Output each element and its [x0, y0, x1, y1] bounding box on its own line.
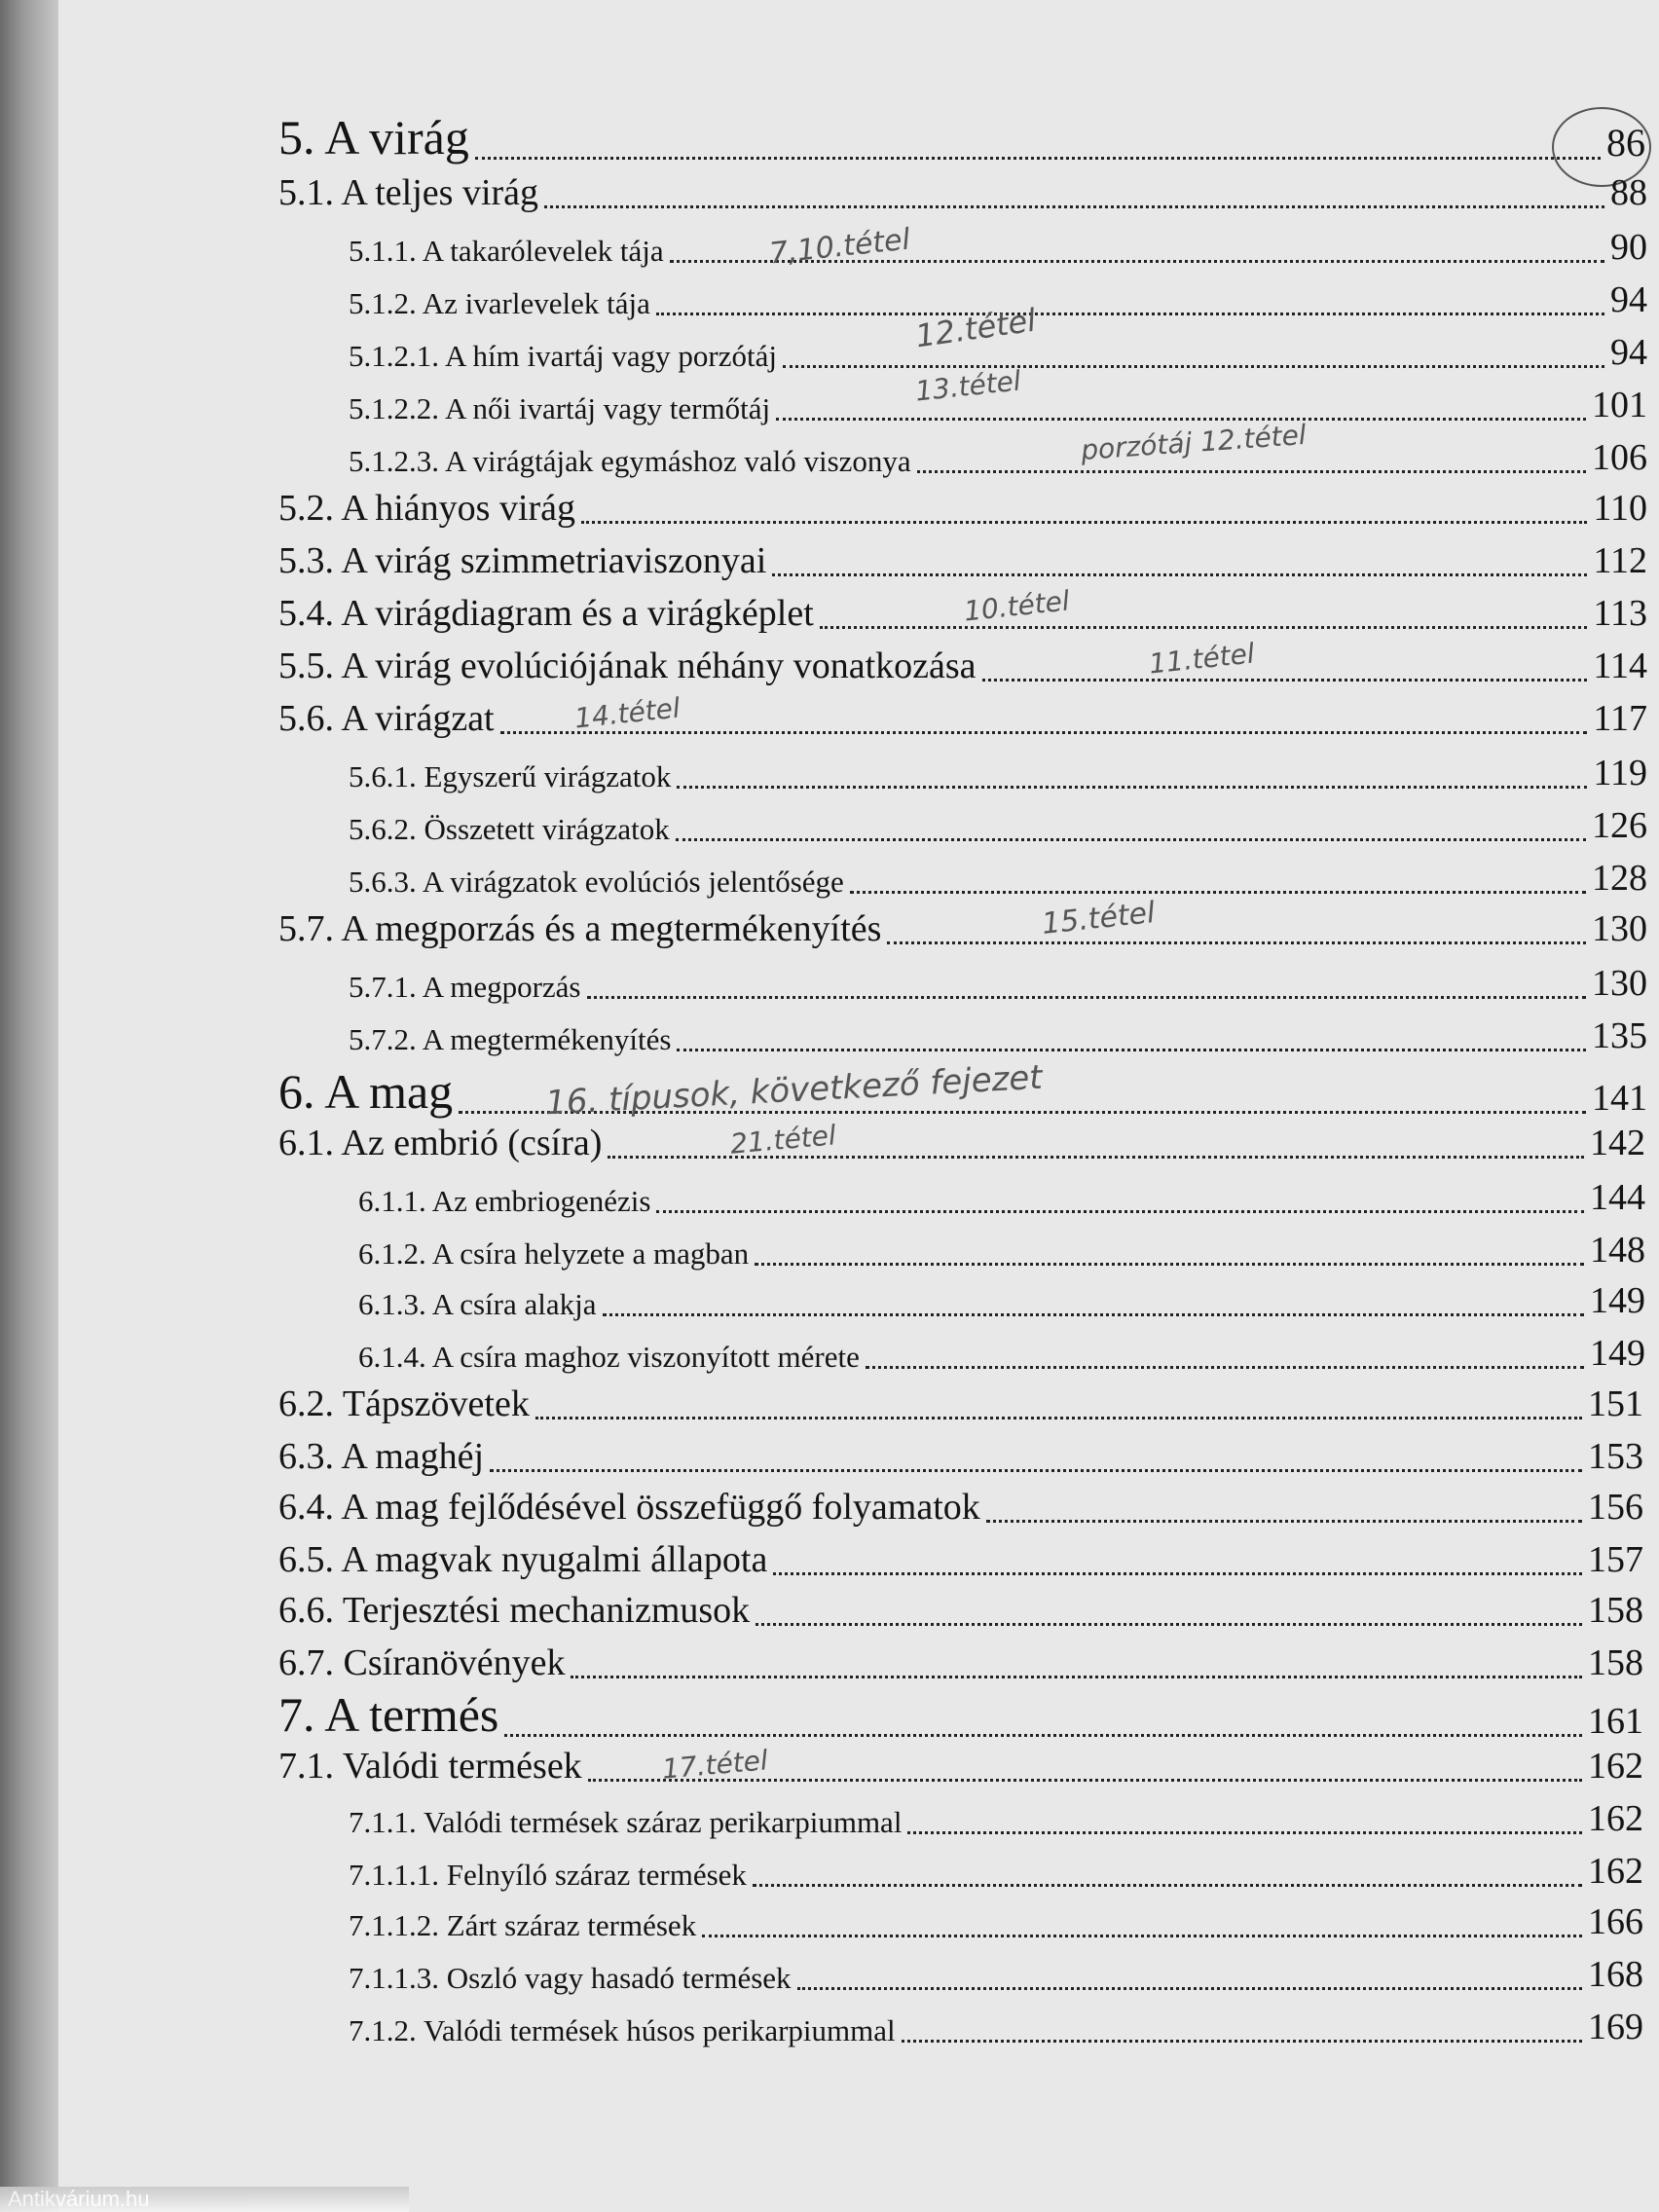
toc-entry — [278, 1745, 1643, 1788]
dot-leader — [887, 941, 1586, 944]
toc-entry-page: 110 — [1593, 488, 1647, 529]
toc-entry-page: 156 — [1588, 1487, 1643, 1528]
dot-leader — [702, 1935, 1582, 1937]
dot-leader — [866, 1366, 1584, 1369]
toc-entry-page: 153 — [1588, 1436, 1643, 1477]
toc-entry-label: 6.1.3. A csíra alakja — [358, 1287, 597, 1321]
handwritten-note: porzótáj 12.tétel — [1080, 418, 1308, 467]
dot-leader — [986, 1520, 1582, 1523]
toc-entry-label: 6.5. A magvak nyugalmi állapota — [278, 1539, 768, 1580]
toc-entry-page: 112 — [1593, 540, 1647, 581]
dot-leader — [756, 1623, 1582, 1626]
toc-entry-label: 5.1.2.3. A virágtájak egymáshoz való viszonya — [349, 444, 911, 478]
toc-entry — [358, 1332, 1645, 1375]
toc-entry-label: 7.1.2. Valódi termések húsos perikarpiummal — [349, 2013, 896, 2047]
toc-entry-page: 130 — [1592, 963, 1647, 1004]
toc-entry-page: 166 — [1588, 1901, 1643, 1942]
dot-leader — [504, 1734, 1582, 1737]
dot-leader — [587, 996, 1587, 999]
toc-entry-label: 5.1.2.2. A női ivartáj vagy termőtáj — [349, 391, 771, 425]
toc-entry-page: 149 — [1590, 1333, 1645, 1374]
toc-entry — [278, 1538, 1643, 1581]
toc-entry-label: 7.1.1.2. Zárt száraz termések — [349, 1908, 697, 1942]
book-spine-shadow — [0, 0, 58, 2212]
dot-leader — [656, 1210, 1584, 1213]
toc-entry — [278, 539, 1647, 582]
toc-entry — [278, 1589, 1643, 1632]
toc-entry-label: 6. A mag — [278, 1064, 454, 1119]
toc-entry-page: 113 — [1593, 593, 1647, 634]
toc-entry — [278, 1686, 1643, 1743]
toc-entry-label: 6.1.1. Az embriogenézis — [358, 1184, 651, 1218]
toc-entry-page: 94 — [1610, 279, 1647, 320]
handwritten-note: 7,10.tétel — [767, 222, 912, 272]
toc-entry — [349, 804, 1647, 847]
dot-leader — [797, 1987, 1582, 1990]
toc-entry — [349, 1850, 1643, 1893]
handwritten-note: 14.tétel — [572, 691, 682, 735]
toc-entry-label: 5.7.2. A megtermékenyítés — [349, 1022, 672, 1056]
toc-entry — [358, 1176, 1645, 1219]
dot-leader — [475, 157, 1601, 160]
dot-leader — [783, 365, 1604, 368]
toc-entry-label: 5.7.1. A megporzás — [349, 970, 581, 1004]
dot-leader — [535, 1417, 1582, 1419]
toc-entry-label: 6.7. Csíranövények — [278, 1642, 566, 1683]
toc-entry — [349, 752, 1647, 794]
watermark — [0, 2187, 409, 2212]
handwritten-note: 16. típusok, következő fejezet — [544, 1057, 1044, 1124]
toc-entry-page: 141 — [1592, 1078, 1647, 1119]
toc-entry — [278, 907, 1647, 950]
toc-entry-label: 5.6.3. A virágzatok evolúciós jelentősége — [349, 865, 844, 899]
toc-entry — [349, 962, 1647, 1005]
toc-entry-label: 5.7. A megporzás és a megtermékenyítés — [278, 908, 882, 949]
toc-entry — [349, 1900, 1643, 1943]
dot-leader — [656, 313, 1604, 315]
toc-entry-page: 162 — [1588, 1798, 1643, 1839]
toc-entry — [278, 171, 1647, 214]
toc-entry-label: 5. A virág — [278, 110, 469, 165]
toc-entry-page: 135 — [1592, 1015, 1647, 1056]
toc-entry — [358, 1229, 1645, 1272]
dot-leader — [902, 2040, 1582, 2043]
book-page — [58, 0, 1659, 2212]
toc-entry — [349, 1953, 1643, 1996]
toc-entry-label: 7.1.1.1. Felnyíló száraz termések — [349, 1858, 747, 1892]
toc-entry-page: 142 — [1590, 1123, 1645, 1163]
toc-entry-label: 5.4. A virágdiagram és a virágképlet — [278, 593, 814, 634]
toc-entry — [349, 226, 1647, 269]
toc-entry-page: 148 — [1590, 1230, 1645, 1271]
dot-leader — [850, 891, 1586, 894]
dot-leader — [755, 1263, 1584, 1266]
toc-entry — [278, 1486, 1643, 1529]
dot-leader — [603, 1313, 1585, 1316]
dot-leader — [907, 1831, 1582, 1834]
toc-entry-page: 117 — [1593, 698, 1647, 739]
toc-entry-page: 130 — [1592, 908, 1647, 949]
handwritten-note: 10.tétel — [962, 584, 1072, 628]
toc-entry-label: 6.1.4. A csíra maghoz viszonyított mérete — [358, 1340, 860, 1374]
toc-entry-label: 7. A termés — [278, 1687, 499, 1742]
toc-entry-page: 158 — [1588, 1590, 1643, 1631]
dot-leader — [677, 1049, 1586, 1051]
toc-entry — [349, 1014, 1647, 1057]
toc-entry — [349, 1797, 1643, 1840]
toc-entry-page: 162 — [1588, 1851, 1643, 1892]
toc-entry — [278, 1435, 1643, 1478]
toc-entry-page: 119 — [1593, 753, 1647, 793]
toc-entry-page: 86 — [1606, 121, 1645, 165]
handwritten-note: 17.tétel — [660, 1744, 769, 1786]
toc-entry-page: 101 — [1592, 385, 1647, 425]
toc-entry-label: 5.1. A teljes virág — [278, 172, 539, 213]
handwritten-note: 13.tétel — [913, 364, 1023, 408]
toc-entry-label: 5.6.2. Összetett virágzatok — [349, 812, 670, 846]
toc-entry — [278, 1122, 1645, 1164]
dot-leader — [753, 1884, 1582, 1887]
toc-entry-page: 161 — [1588, 1701, 1643, 1742]
toc-entry — [278, 645, 1647, 687]
handwritten-note: 21.tétel — [728, 1119, 837, 1161]
toc-entry-label: 7.1.1.3. Oszló vagy hasadó termések — [349, 1961, 792, 1995]
toc-entry-page: 128 — [1592, 858, 1647, 899]
toc-entry-label: 6.1. Az embrió (csíra) — [278, 1123, 603, 1163]
toc-entry-label: 5.1.1. A takarólevelek tája — [349, 234, 664, 268]
dot-leader — [571, 1676, 1582, 1678]
toc-entry-page: 149 — [1590, 1280, 1645, 1321]
toc-entry-label: 5.6. A virágzat — [278, 698, 495, 739]
handwritten-note: 12.tétel — [912, 301, 1039, 355]
toc-entry-label: 5.6.1. Egyszerű virágzatok — [349, 759, 672, 793]
handwritten-note: 11.tétel — [1147, 637, 1257, 681]
toc-entry-page: 168 — [1588, 1954, 1643, 1995]
toc-entry — [278, 1641, 1643, 1684]
toc-entry — [349, 857, 1647, 900]
dot-leader — [588, 1779, 1582, 1782]
toc-entry-page: 158 — [1588, 1642, 1643, 1683]
toc-entry-label: 6.4. A mag fejlődésével összefüggő folyamatok — [278, 1487, 980, 1528]
dot-leader — [776, 418, 1586, 421]
toc-entry-label: 6.6. Terjesztési mechanizmusok — [278, 1590, 751, 1631]
toc-entry-page: 151 — [1588, 1383, 1643, 1424]
toc-entry-label: 5.5. A virág evolúciójának néhány vonatkozása — [278, 645, 977, 686]
toc-entry-page: 169 — [1588, 2007, 1643, 2047]
toc-entry-label: 5.3. A virág szimmetriaviszonyai — [278, 540, 767, 581]
handwritten-note: 15.tétel — [1040, 896, 1157, 941]
toc-entry-label: 5.1.2.1. A hím ivartáj vagy porzótáj — [349, 339, 777, 373]
toc-entry-page: 126 — [1592, 805, 1647, 846]
toc-entry-label: 5.2. A hiányos virág — [278, 488, 576, 529]
dot-leader — [773, 1572, 1582, 1575]
dot-leader — [544, 205, 1604, 208]
dot-leader — [677, 786, 1587, 789]
dot-leader — [500, 731, 1588, 734]
toc-entry-page: 114 — [1593, 645, 1647, 686]
toc-entry-page: 144 — [1590, 1177, 1645, 1218]
dot-leader — [982, 679, 1588, 682]
toc-entry — [278, 487, 1647, 530]
watermark-text: Antikvárium.hu — [8, 2187, 150, 2211]
dot-leader — [917, 470, 1586, 473]
toc-entry-page: 157 — [1588, 1539, 1643, 1580]
dot-leader — [490, 1469, 1582, 1472]
toc-entry-label: 5.1.2. Az ivarlevelek tája — [349, 286, 650, 320]
toc-entry — [358, 1279, 1645, 1322]
toc-entry — [278, 697, 1647, 740]
toc-entry-page: 90 — [1610, 227, 1647, 268]
toc-entry-label: 6.1.2. A csíra helyzete a magban — [358, 1236, 750, 1271]
toc-entry-label: 6.3. A maghéj — [278, 1436, 485, 1477]
dot-leader — [676, 838, 1586, 841]
toc-entry — [349, 2006, 1643, 2048]
toc-entry — [349, 436, 1647, 479]
dot-leader — [820, 626, 1588, 629]
toc-entry-label: 7.1. Valódi termések — [278, 1746, 582, 1787]
toc-entry-page: 94 — [1610, 332, 1647, 373]
dot-leader — [772, 573, 1587, 576]
toc-entry-page: 162 — [1588, 1746, 1643, 1787]
toc-entry-label: 6.2. Tápszövetek — [278, 1383, 530, 1424]
toc-entry — [278, 1382, 1643, 1425]
dot-leader — [581, 521, 1587, 524]
toc-entry-page: 88 — [1610, 172, 1647, 213]
toc-entry-page: 106 — [1592, 437, 1647, 478]
toc-entry-label: 7.1.1. Valódi termések száraz perikarpiummal — [349, 1805, 903, 1839]
toc-entry — [278, 109, 1645, 166]
